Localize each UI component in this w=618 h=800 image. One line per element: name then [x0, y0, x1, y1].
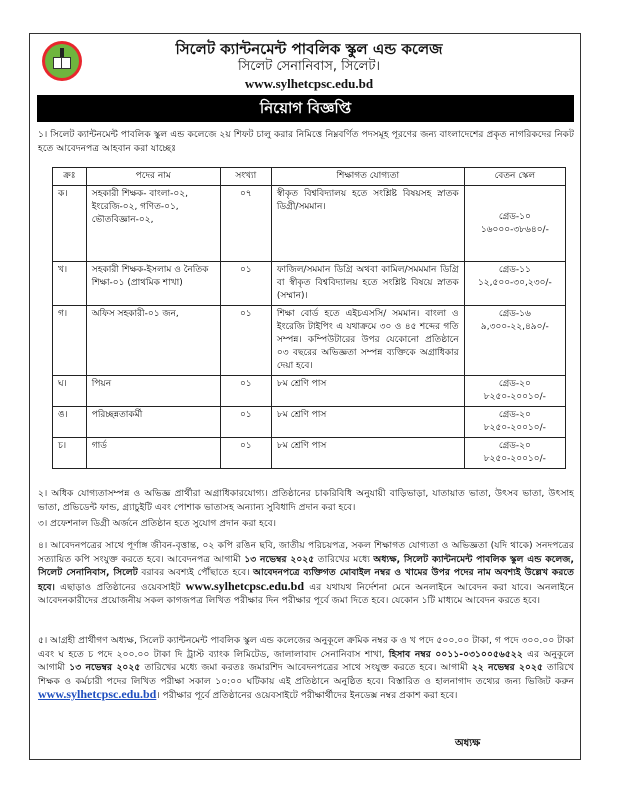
- cell-serial: চ।: [53, 438, 87, 469]
- cell-pay: [464, 186, 565, 262]
- col-qualification: শিক্ষাগত যোগ্যতা: [271, 168, 464, 186]
- exam-date: ২২ নভেম্বর ২০২৫: [471, 662, 543, 673]
- cell-pay: [464, 407, 565, 438]
- pay-grade: গ্রেড-২০: [498, 379, 531, 389]
- col-serial: ক্রঃ: [53, 168, 87, 186]
- pay-grade: গ্রেড-১১: [498, 265, 531, 275]
- text: ৫। আগ্রহী প্রার্থীগণ অধ্যক্ষ, সিলেট ক্যান্টনমেন্ট পাবলিক স্কুল এন্ড কলেজের অনুকূলে ক্রমিক নম্বর ক ও খ পদে ৫০০.০০ টাকা, গ পদে ৩০০.০০ টাকা এবং ঘ হতে চ পদে ২০০.০০ টাকা দি ট্রাস্ট ব্যাংক লিমিটেড, জালালাবাদ সেনানিবাস শাখা,: [38, 635, 574, 660]
- pay-scale: ৮২৫০-২০০১০/-: [483, 454, 546, 464]
- text: ৪। আবেদনপত্রের সাথে পূর্ণাঙ্গ জীবন-বৃত্তান্ত, ০২ কপি রঙিন ছবি, জাতীয় পরিচয়পত্র, সকল শিক্ষাগত যোগ্যতা ও অভিজ্ঞতা (যদি থাকে) সনদপত্রের সত্যায়িত কপি সংযুক্ত করতে হবে। আবেদনপত্র আগামী: [38, 540, 574, 565]
- table-header-row: [53, 168, 566, 186]
- pay-grade: গ্রেড-১০: [498, 211, 531, 222]
- table-row: [53, 262, 566, 306]
- cell-count: ০১: [220, 306, 271, 376]
- pay-grade: গ্রেড-২০: [498, 441, 531, 451]
- table-row: [53, 376, 566, 407]
- clause-2-benefits: ২। অধিক যোগ্যতাসম্পন্ন ও অভিজ্ঞ প্রার্থীরা অগ্রাধিকারযোগ্য। প্রতিষ্ঠানের চাকরিবিধি অনুযায়ী বাড়িভাড়া, যাতায়াত ভাতা, উৎসব ভাতা, উৎসাহ ভাতা, প্রভিডেন্ট ফান্ড, গ্র্যাচুইটি এবং পোশাক ভাতাসহ অন্যান্য সুবিধাদি প্রদান করা হবে।: [38, 488, 574, 513]
- cell-qualification: স্বীকৃত বিশ্ববিদ্যালয় হতে সংশ্লিষ্ট বিষয়সহ স্নাতক ডিগ্রী/সমমান।: [271, 186, 464, 262]
- pay-scale: ৯,৩০০-২২,৪৯০/-: [480, 322, 549, 332]
- clause-3-professional-degree: ৩। প্রফেশনাল ডিগ্রী অর্জনে প্রতিষ্ঠান হতে সুযোগ প্রদান করা হবে।: [38, 518, 277, 529]
- text: বরাবর অবশ্যই পৌঁছাতে হবে।: [137, 567, 254, 578]
- text: । পরীক্ষার পূর্বে প্রতিষ্ঠানের ওয়েবসাইটে পরীক্ষার্থীদের ইনডেক্স নম্বর প্রকাশ করা হবে।: [156, 690, 458, 701]
- cell-post: পিয়ন: [86, 376, 220, 407]
- cell-pay: [464, 438, 565, 469]
- table-row: [53, 306, 566, 376]
- pay-scale: ৮২৫০-২০০১০/-: [483, 392, 546, 402]
- pay-scale: ৮২৫০-২০০১০/-: [483, 423, 546, 433]
- cell-pay: [464, 262, 565, 306]
- pay-grade: গ্রেড-২০: [498, 410, 531, 420]
- table-row: [53, 438, 566, 469]
- cell-qualification: শিক্ষা বোর্ড হতে এইচএসসি/ সমমান। বাংলা ও ইংরেজি টাইপিং এ যথাক্রমে ৩০ ও ৪৫ শব্দের গতি সম্পন্ন। কম্পিউটারের উপর যেকোনো প্রতিষ্ঠানে ০৩ বছরের অভিজ্ঞতা সম্পন্ন ব্যক্তিকে অগ্রাধিকার দেয়া হবে।: [271, 306, 464, 376]
- col-post: পদের নাম: [86, 168, 220, 186]
- cell-count: ০৭: [220, 186, 271, 262]
- text: এছাড়াও প্রতিষ্ঠানের ওয়েবসাইট: [54, 581, 186, 593]
- cell-post: সহকারী শিক্ষক- বাংলা-০২, ইংরেজি-০২, গণিত-০১, ভৌতবিজ্ঞান-০২,: [86, 186, 220, 262]
- cell-serial: ঙ।: [53, 407, 87, 438]
- cell-post: সহকারী শিক্ষক-ইসলাম ও নৈতিক শিক্ষা-০১ (প্রাথমিক শাখা): [86, 262, 220, 306]
- institution-address: সিলেট সেনানিবাস, সিলেট।: [237, 59, 381, 74]
- cell-qualification: ৮ম শ্রেণি পাস: [271, 376, 464, 407]
- cell-qualification: ফাজিল/সমমান ডিগ্রি অথবা কামিল/সমমমান ডিগ্রি বা স্বীকৃত বিশ্ববিদ্যালয় হতে সংশ্লিষ্ট বিষয়ে স্নাতক (সম্মান)।: [271, 262, 464, 306]
- cell-count: ০১: [220, 262, 271, 306]
- fee-deadline-date: ১৩ নভেম্বর ২০২৫: [69, 662, 141, 673]
- cell-pay: [464, 306, 565, 376]
- cell-post: অফিস সহকারী-০১ জন,: [86, 306, 220, 376]
- text: তারিখের মধ্যে: [314, 553, 374, 565]
- bank-account-number: হিসাব নম্বর ০০১১-০৩১০০৫৬৫২২: [388, 648, 523, 660]
- cell-post: গার্ড: [86, 438, 220, 469]
- text: তারিখের মধ্যে জমা করতঃ জমারশিদ আবেদনপত্রের সাথে সংযুক্ত করতে হবে। আগামী: [140, 662, 472, 673]
- cell-count: ০১: [220, 438, 271, 469]
- col-count: সংখ্যা: [220, 168, 271, 186]
- intro-clause: ১। সিলেট ক্যান্টনমেন্ট পাবলিক স্কুল এন্ড কলেজে ২য় শিফট চালু করার নিমিত্তে নিম্নবর্ণিত পদসমূহ পূরণের জন্য বাংলাদেশের প্রকৃত নাগরিকদের নিকট হতে আবেদনপত্র আহবান করা যাচ্ছেঃ: [38, 129, 574, 154]
- text: এর অনুকূলে আগামী: [38, 648, 574, 673]
- pay-scale: ১২,৫০০-৩০,২৩০/-: [477, 278, 552, 288]
- website-link[interactable]: www.sylhetcpsc.edu.bd: [185, 578, 305, 593]
- clause-4-application: [38, 539, 574, 608]
- cell-pay: [464, 376, 565, 407]
- table-row: [53, 186, 566, 262]
- institution-name: সিলেট ক্যান্টনমেন্ট পাবলিক স্কুল এন্ড কলেজ: [175, 40, 443, 58]
- application-address: অধ্যক্ষ, সিলেট ক্যান্টনমেন্ট পাবলিক স্কুল এন্ড কলেজ, সিলেট সেনানিবাস, সিলেট: [38, 553, 575, 578]
- cell-serial: ঘ।: [53, 376, 87, 407]
- mobile-instruction: আবেদনপত্রে ব্যক্তিগত মোবাইল নম্বর ও খামের উপর পদের নাম অবশ্যই উল্লেখ করতে হবে।: [38, 567, 574, 593]
- cell-count: ০১: [220, 376, 271, 407]
- cell-qualification: ৮ম শ্রেণি পাস: [271, 407, 464, 438]
- deadline-date: ১৩ নভেম্বর ২০২৫: [244, 553, 315, 565]
- col-pay-scale: বেতন স্কেল: [464, 168, 565, 186]
- pay-scale: ১৬০০০-৩৮৬৪০/-: [480, 224, 549, 235]
- cell-serial: গ।: [53, 306, 87, 376]
- text: এর যথাযথ নির্দেশনা মেনে অনলাইনে আবেদন করা যাবে। অনলাইনে আবেদনকারীদের প্রয়োজনীয় সকল কাগজপত্র লিখিত পরীক্ষার দিন পরীক্ষার পূর্বে জমা দিতে হবে। যেকোন ১টি মাধ্যমে আবেদন করতে হবে।: [38, 581, 574, 606]
- notice-title-banner: নিয়োগ বিজ্ঞপ্তি: [37, 95, 574, 122]
- table-row: [53, 407, 566, 438]
- pay-grade: গ্রেড-১৬: [498, 309, 531, 319]
- clause-5-fees-exam: [38, 634, 574, 703]
- text: তারিখে শিক্ষক ও কর্মচারী পদের লিখিত পরীক্ষা সকাল ১০:০০ ঘটিকায় এই প্রতিষ্ঠানে অনুষ্ঠিত হবে। বিস্তারিত ও হালনাগাদ তথ্যের জন্য ভিজিট করুন: [38, 662, 574, 687]
- cell-count: ০১: [220, 407, 271, 438]
- vacancy-table: [52, 167, 566, 469]
- website-link[interactable]: www.sylhetcpsc.edu.bd: [38, 687, 157, 701]
- cell-post: পরিচ্ছন্নতাকর্মী: [86, 407, 220, 438]
- signature-principal: অধ্যক্ষ: [455, 738, 481, 749]
- header-website: www.sylhetcpsc.edu.bd: [244, 76, 374, 91]
- cell-qualification: ৮ম শ্রেণি পাস: [271, 438, 464, 469]
- cell-serial: ক।: [53, 186, 87, 262]
- cell-serial: খ।: [53, 262, 87, 306]
